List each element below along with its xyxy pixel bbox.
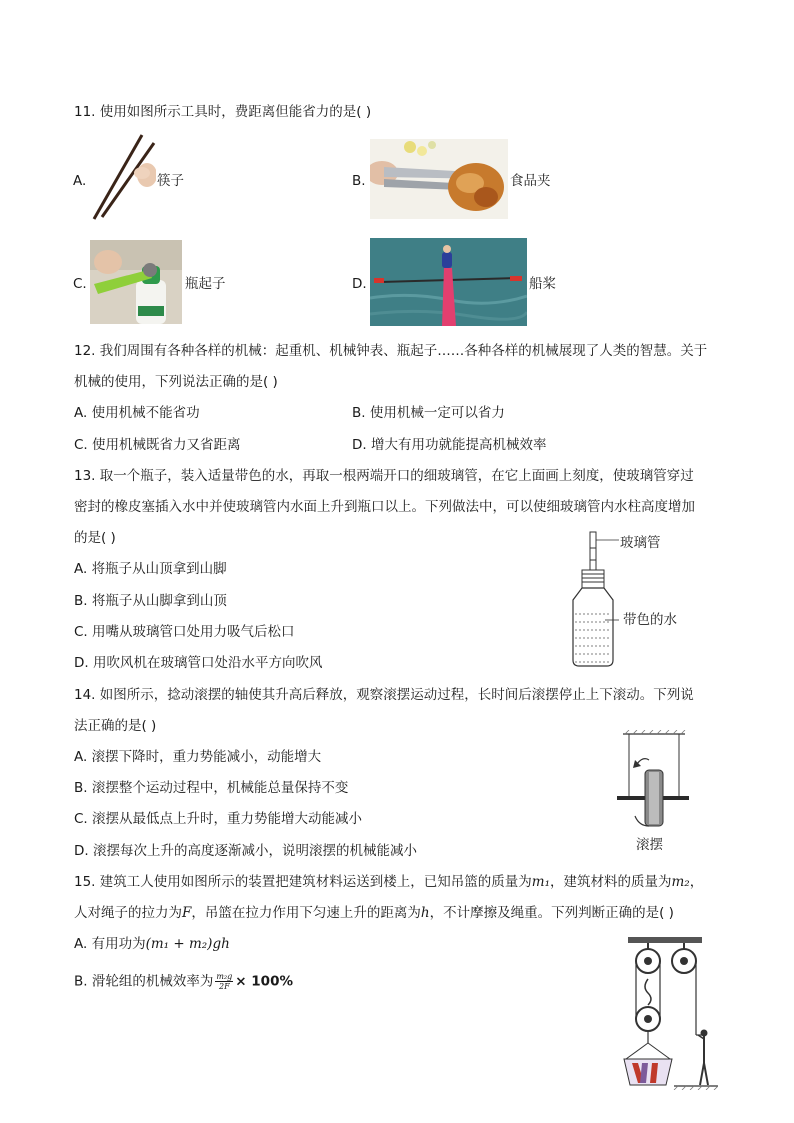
- q11-option-c-letter: C.: [73, 276, 87, 292]
- q13-stem-line3: 的是( ): [74, 530, 116, 546]
- q13-option-c: C. 用嘴从玻璃管口处用力吸气后松口: [74, 624, 295, 640]
- q12-option-a: A. 使用机械不能省功: [74, 405, 200, 421]
- q15-stem-line2: 人对绳子的拉力为F，吊篮在拉力作用下匀速上升的距离为h，不计摩擦及绳重。下列判断正确的是( ): [74, 905, 674, 921]
- q12-option-b: B. 使用机械一定可以省力: [352, 405, 505, 421]
- q14-option-a: A. 滚摆下降时，重力势能减小，动能增大: [74, 749, 322, 765]
- q11-stem: 11. 使用如图所示工具时，费距离但能省力的是( ): [74, 104, 372, 120]
- bottle-opener-image: [90, 240, 182, 324]
- q14-option-d: D. 滚摆每次上升的高度逐渐减小，说明滚摆的机械能减小: [74, 843, 417, 859]
- bottle-tube-figure: [565, 530, 619, 670]
- q14-stem-line1: 14. 如图所示，捻动滚摆的轴使其升高后释放，观察滚摆运动过程，长时间后滚摆停止上下滚动。下列说: [74, 687, 694, 703]
- maxwell-wheel-figure: [615, 730, 690, 832]
- q14-figure-label: 滚摆: [636, 837, 663, 853]
- q13-option-d: D. 用吹风机在玻璃管口处沿水平方向吹风: [74, 655, 323, 671]
- q12-stem-line1: 12. 我们周围有各种各样的机械：起重机、机械钟表、瓶起子……各种各样的机械展现了人类的智慧。关于: [74, 343, 708, 359]
- q11-option-a-letter: A.: [73, 173, 87, 189]
- q13-water-label: 带色的水: [623, 612, 677, 628]
- var-h: h: [420, 905, 430, 921]
- q11-option-d-label: 船桨: [529, 276, 556, 292]
- q14-option-b: B. 滚摆整个运动过程中，机械能总量保持不变: [74, 780, 349, 796]
- q15-stem-line1: 15. 建筑工人使用如图所示的装置把建筑材料运送到楼上，已知吊篮的质量为m₁，建筑材料的质量为m₂，: [74, 874, 704, 890]
- q14-option-c: C. 滚摆从最低点上升时，重力势能增大动能减小: [74, 811, 363, 827]
- food-tongs-image: [370, 139, 508, 219]
- q12-option-d: D. 增大有用功就能提高机械效率: [352, 437, 547, 453]
- q13-stem-line1: 13. 取一个瓶子，装入适量带色的水，再取一根两端开口的细玻璃管，在它上面画上刻度，使玻璃管穿过: [74, 468, 694, 484]
- q13-tube-label: 玻璃管: [620, 535, 661, 551]
- q13-stem-line2: 密封的橡皮塞插入水中并使玻璃管内水面上升到瓶口以上。下列做法中，可以使细玻璃管内水柱高度增加: [74, 499, 695, 515]
- q11-option-b-label: 食品夹: [510, 173, 551, 189]
- q12-stem-line2: 机械的使用，下列说法正确的是( ): [74, 374, 278, 390]
- q14-stem-line2: 法正确的是( ): [74, 718, 157, 734]
- var-m1: m₁: [531, 874, 550, 890]
- useful-work-expression: (m₁ + m₂)gh: [145, 936, 230, 952]
- q15-option-a: A. 有用功为(m₁ + m₂)gh: [74, 936, 230, 952]
- var-m2: m₂: [671, 874, 690, 890]
- chopsticks-image: [90, 133, 156, 221]
- q15-option-b: B. 滑轮组的机械效率为 $\frac{\text{m₂g}}{2F}$ × 100%: [74, 972, 293, 991]
- q12-option-c: C. 使用机械既省力又省距离: [74, 437, 241, 453]
- q11-option-c-label: 瓶起子: [185, 276, 226, 292]
- pulley-system-figure: [612, 935, 718, 1090]
- efficiency-fraction: $\frac{\text{m₂g}}{2F}$: [216, 972, 233, 991]
- rowing-boat-image: [370, 238, 527, 326]
- q11-option-d-letter: D.: [352, 276, 367, 292]
- q11-option-b-letter: B.: [352, 173, 366, 189]
- q11-option-a-label: 筷子: [157, 173, 184, 189]
- q13-option-a: A. 将瓶子从山顶拿到山脚: [74, 561, 227, 577]
- q13-option-b: B. 将瓶子从山脚拿到山顶: [74, 593, 227, 609]
- var-F: F: [182, 905, 192, 921]
